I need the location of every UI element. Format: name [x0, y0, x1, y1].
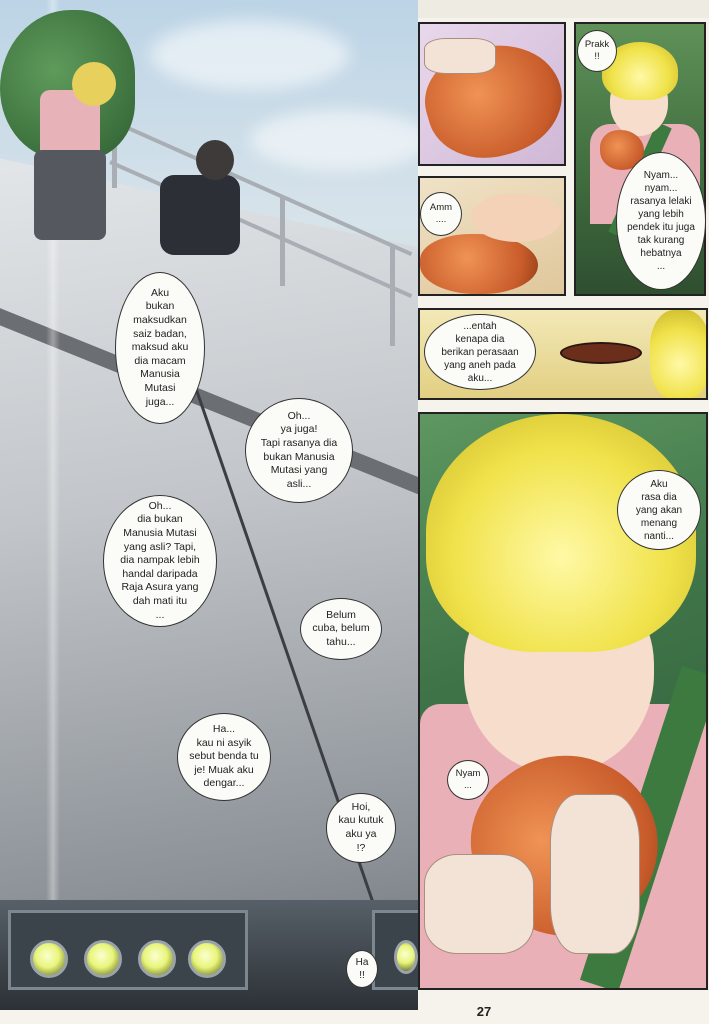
machine-light: [84, 940, 122, 978]
speech-bubble: Hoi, kau kutuk aku ya !?: [326, 793, 396, 863]
cloud: [150, 20, 350, 90]
hand: [424, 854, 534, 954]
railing-post: [390, 246, 395, 346]
bread: [420, 234, 538, 294]
kid-hair: [650, 310, 708, 400]
speech-bubble: Belum cuba, belum tahu...: [300, 598, 382, 660]
speech-bubble: Nyam ...: [447, 760, 489, 800]
top-margin: [418, 0, 709, 18]
cloud: [250, 110, 418, 170]
kid-head: [72, 62, 116, 106]
machine-light: [188, 940, 226, 978]
kid-head: [196, 140, 234, 180]
speech-bubble: ...entah kenapa dia berikan perasaan yang aneh pada aku...: [424, 314, 536, 390]
machine-light: [394, 940, 418, 974]
kid-torso: [160, 175, 240, 255]
railing-post: [280, 196, 285, 286]
hand: [424, 38, 496, 74]
speech-bubble: Aku rasa dia yang akan menang nanti...: [617, 470, 701, 550]
machine-light: [138, 940, 176, 978]
speech-bubble: Aku bukan maksudkan saiz badan, maksud aku dia macam Manusia Mutasi juga...: [115, 272, 205, 424]
speech-bubble: Oh... dia bukan Manusia Mutasi yang asli? Tapi, dia nampak lebih handal daripada Raja Asura yang dah mati itu ...: [103, 495, 217, 627]
speech-bubble: Ha !!: [346, 950, 378, 988]
machine-light: [30, 940, 68, 978]
kid-eye: [560, 342, 642, 364]
bread-closeup-panel: [418, 22, 566, 166]
speech-bubble: Ha... kau ni asyik sebut benda tu je! Muak aku dengar...: [177, 713, 271, 801]
kid-mouth: [472, 194, 562, 242]
speech-bubble: Nyam... nyam... rasanya lelaki yang lebih pendek itu juga tak kurang hebatnya ...: [616, 152, 706, 290]
kid-legs: [34, 150, 106, 240]
hand: [550, 794, 640, 954]
speech-bubble: Oh... ya juga! Tapi rasanya dia bukan Manusia Mutasi yang asli...: [245, 398, 353, 503]
speech-bubble: Prakk !!: [577, 30, 617, 72]
page-number: 27: [476, 1004, 492, 1019]
speech-bubble: Amm ....: [420, 192, 462, 236]
